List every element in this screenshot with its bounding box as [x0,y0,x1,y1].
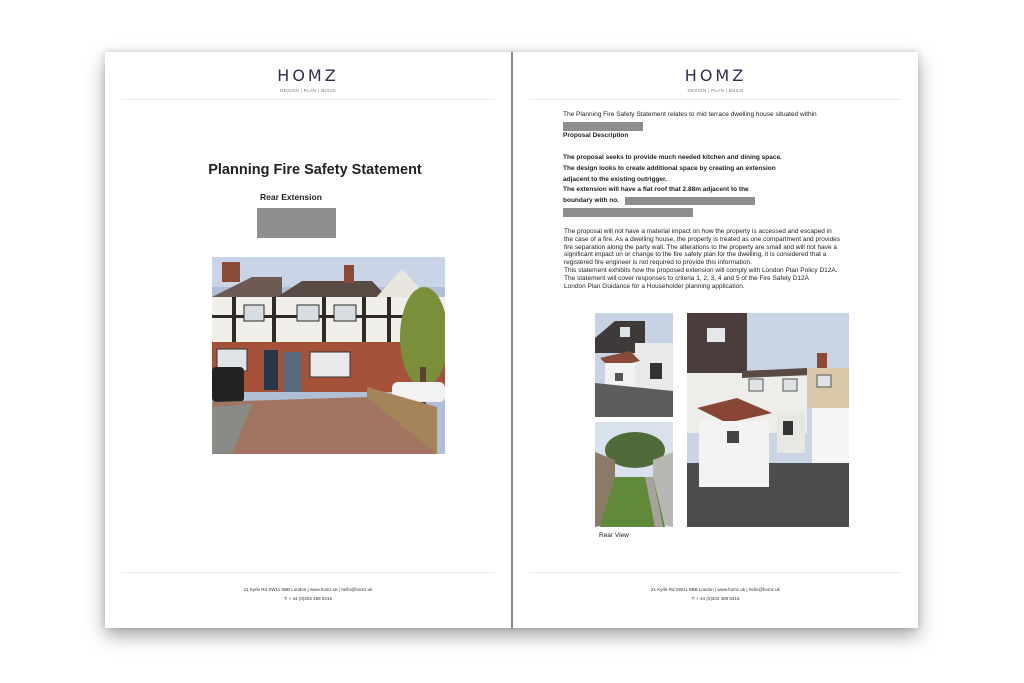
brand-tagline: DESIGN | PLAN | BUILD [280,88,336,93]
redacted-address [563,122,643,131]
right-page [513,52,918,628]
rear-garden-illustration [595,422,673,527]
brand-name: HOMZ [684,66,747,85]
footer-divider [529,572,902,573]
redacted-neighbour-2 [563,208,693,217]
paragraph-line: fire separation along the party wall. The alterations to the property are small and will not have a [564,243,838,251]
footer [105,585,511,603]
rear-view-caption: Rear View [599,532,629,539]
proposal-line-4: The extension will have a flat roof that 2.88m adjacent to the [563,186,749,193]
footer-address: 21 Kyrle Rd SW11 6BB London | www.homz.uk | hello@homz.uk [651,587,780,592]
proposal-line-3: adjacent to the existing outrigger. [563,176,668,183]
homz-logo [513,66,918,93]
proposal-line-2: The design looks to create additional space by creating an extension [563,165,776,172]
footer [513,585,918,603]
rear-outrigger-illustration [595,313,673,417]
paragraph-line: The statement will cover responses to criteria 1, 2, 3, 4 and 5 of the Fire Safety D12A [564,274,809,282]
brand-tagline: DESIGN | PLAN | BUILD [687,88,744,93]
header-divider [121,99,495,100]
redacted-address [257,208,336,238]
paragraph-line: This statement exhibits how the proposed extension will comply with London Plan Policy D12A. [564,266,838,274]
proposal-heading: Proposal Description [563,132,629,139]
document-spread [105,52,918,628]
proposal-line-5: boundary with no. [563,197,619,204]
homz-logo [105,66,511,93]
proposal-line-1: The proposal seeks to provide much needed kitchen and dining space. [563,154,782,161]
footer-phone: T: + 44 (0)203 488 8415 [284,596,332,601]
paragraph-line: The proposal will not have a material impact on how the property is accessed and escaped in [564,228,832,235]
footer-divider [121,572,495,573]
left-page [105,52,511,628]
rear-photo-main [687,313,849,527]
paragraph-line: the case of a fire. As a dwelling house, the property is treated as one compartment and provides [564,235,841,243]
intro-text: The Planning Fire Safety Statement relates to mid terrace dwelling house situated within [563,111,817,118]
document-title: Planning Fire Safety Statement [208,162,422,178]
paragraph-line: London Plan Guidance for a Householder planning application. [564,282,745,290]
rear-photo-garden [595,422,673,527]
front-house-photo [212,257,445,454]
paragraph-line: significant impact on or change to the fire safety plan for the dwelling, it is considered that a [564,251,827,259]
document-subtitle: Rear Extension [260,192,322,202]
brand-name: HOMZ [277,66,339,85]
footer-address: 21 Kyrle Rd SW11 6BB London | www.homz.uk | hello@homz.uk [243,587,373,592]
rear-main-illustration [687,313,849,527]
footer-phone: T: + 44 (0)203 488 8415 [691,596,740,601]
fire-safety-paragraph [564,228,884,290]
front-house-illustration [212,257,445,454]
paragraph-line: registered fire engineer is not required to provide this information. [564,259,752,267]
redacted-neighbour [625,197,755,205]
rear-photo-outrigger [595,313,673,417]
header-divider [529,99,902,100]
